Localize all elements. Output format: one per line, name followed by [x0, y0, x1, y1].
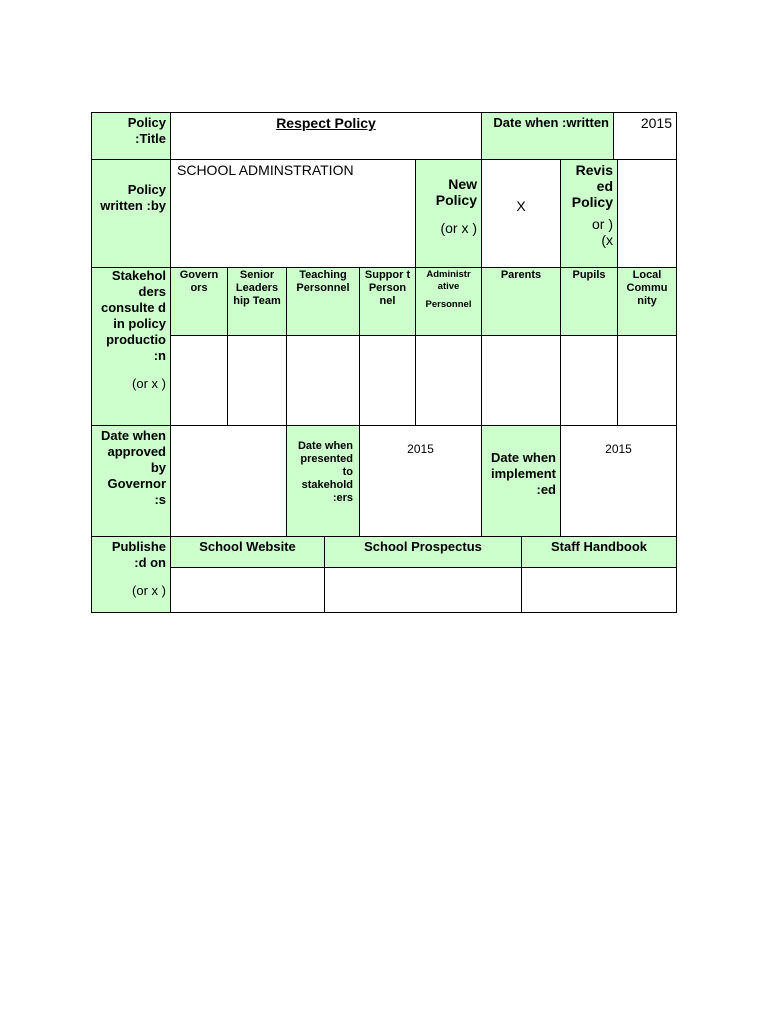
- stakeholder-cell-governors: [170, 335, 227, 425]
- implemented-value: 2015: [605, 442, 632, 456]
- policy-title-cell: [170, 112, 481, 159]
- stakeholder-governors-text: Govern ors: [179, 269, 219, 294]
- implemented-cell: [560, 425, 677, 536]
- published-prospectus-text: School Prospectus: [364, 539, 482, 554]
- published-handbook-text: Staff Handbook: [550, 539, 648, 554]
- new-policy-label-text: New Policy: [435, 176, 477, 208]
- published-col-website: [170, 536, 324, 567]
- new-policy-hint: (or x ): [440, 220, 477, 236]
- approved-label-text: Date when approved by Governor :s: [100, 428, 166, 507]
- published-col-prospectus: [324, 536, 521, 567]
- approved-cell: [170, 425, 286, 536]
- stakeholder-col-pupils: [560, 267, 617, 335]
- policy-title-label-text: Policy :Title: [127, 115, 166, 146]
- stakeholder-col-parents: [481, 267, 560, 335]
- written-by-label: [91, 159, 170, 267]
- stakeholder-administrative-text: Administr ative: [426, 269, 471, 292]
- stakeholders-hint: (or x ): [132, 376, 166, 391]
- published-label: [91, 536, 170, 613]
- stakeholder-col-support: [359, 267, 415, 335]
- date-written-label: [481, 112, 613, 159]
- policy-title-label: [91, 112, 170, 159]
- revised-policy-label-text: Revis ed Policy: [571, 162, 613, 210]
- stakeholder-senior-text: Senior Leaders hip Team: [233, 269, 281, 307]
- presented-cell: [359, 425, 481, 536]
- written-by-cell: [170, 159, 415, 267]
- stakeholder-cell-support: [359, 335, 415, 425]
- stakeholder-cell-parents: [481, 335, 560, 425]
- stakeholders-label: [91, 267, 170, 425]
- date-written-label-text: Date when :written: [493, 115, 609, 130]
- new-policy-value: X: [516, 198, 526, 214]
- date-written-value: 2015: [640, 115, 672, 131]
- stakeholder-personnel-text: Personnel: [425, 299, 472, 310]
- presented-label: [286, 425, 359, 536]
- presented-value: 2015: [407, 442, 434, 456]
- stakeholder-col-administrative: [415, 267, 481, 335]
- approved-label: [91, 425, 170, 536]
- date-written-cell: [613, 112, 677, 159]
- published-hint: (or x ): [132, 583, 166, 598]
- revised-policy-hint-2: (x: [601, 232, 613, 248]
- stakeholder-support-text: Suppor t Person nel: [364, 269, 411, 307]
- new-policy-cell: [481, 159, 560, 267]
- presented-label-text: Date when presented to stakehold :ers: [297, 440, 353, 504]
- stakeholder-col-senior-leadership: [227, 267, 286, 335]
- implemented-label: [481, 425, 560, 536]
- published-cell-handbook: [521, 567, 677, 613]
- stakeholders-label-text: Stakehol ders consulte d in policy productio :n: [100, 268, 166, 363]
- stakeholder-col-local-community: [617, 267, 677, 335]
- stakeholder-cell-teaching: [286, 335, 359, 425]
- stakeholder-parents-text: Parents: [500, 269, 542, 281]
- stakeholder-local-text: Local Commu nity: [626, 269, 668, 307]
- revised-policy-label: [560, 159, 617, 267]
- stakeholder-cell-administrative: [415, 335, 481, 425]
- published-cell-website: [170, 567, 324, 613]
- policy-title-value: Respect Policy: [276, 115, 376, 131]
- stakeholder-cell-pupils: [560, 335, 617, 425]
- new-policy-label: [415, 159, 481, 267]
- written-by-label-text: Policy written :by: [100, 182, 166, 213]
- stakeholder-pupils-text: Pupils: [572, 269, 606, 281]
- written-by-value: SCHOOL ADMINSTRATION: [177, 162, 354, 178]
- stakeholder-cell-senior-leadership: [227, 335, 286, 425]
- stakeholder-col-governors: [170, 267, 227, 335]
- published-col-handbook: [521, 536, 677, 567]
- published-label-text: Publishe :d on: [111, 539, 166, 570]
- published-cell-prospectus: [324, 567, 521, 613]
- implemented-label-text: Date when implement :ed: [490, 450, 556, 497]
- revised-policy-hint-1: or ): [592, 216, 613, 232]
- stakeholder-col-teaching: [286, 267, 359, 335]
- revised-policy-cell: [617, 159, 677, 267]
- published-website-text: School Website: [199, 539, 296, 554]
- stakeholder-teaching-text: Teaching Personnel: [296, 269, 350, 294]
- stakeholder-cell-local-community: [617, 335, 677, 425]
